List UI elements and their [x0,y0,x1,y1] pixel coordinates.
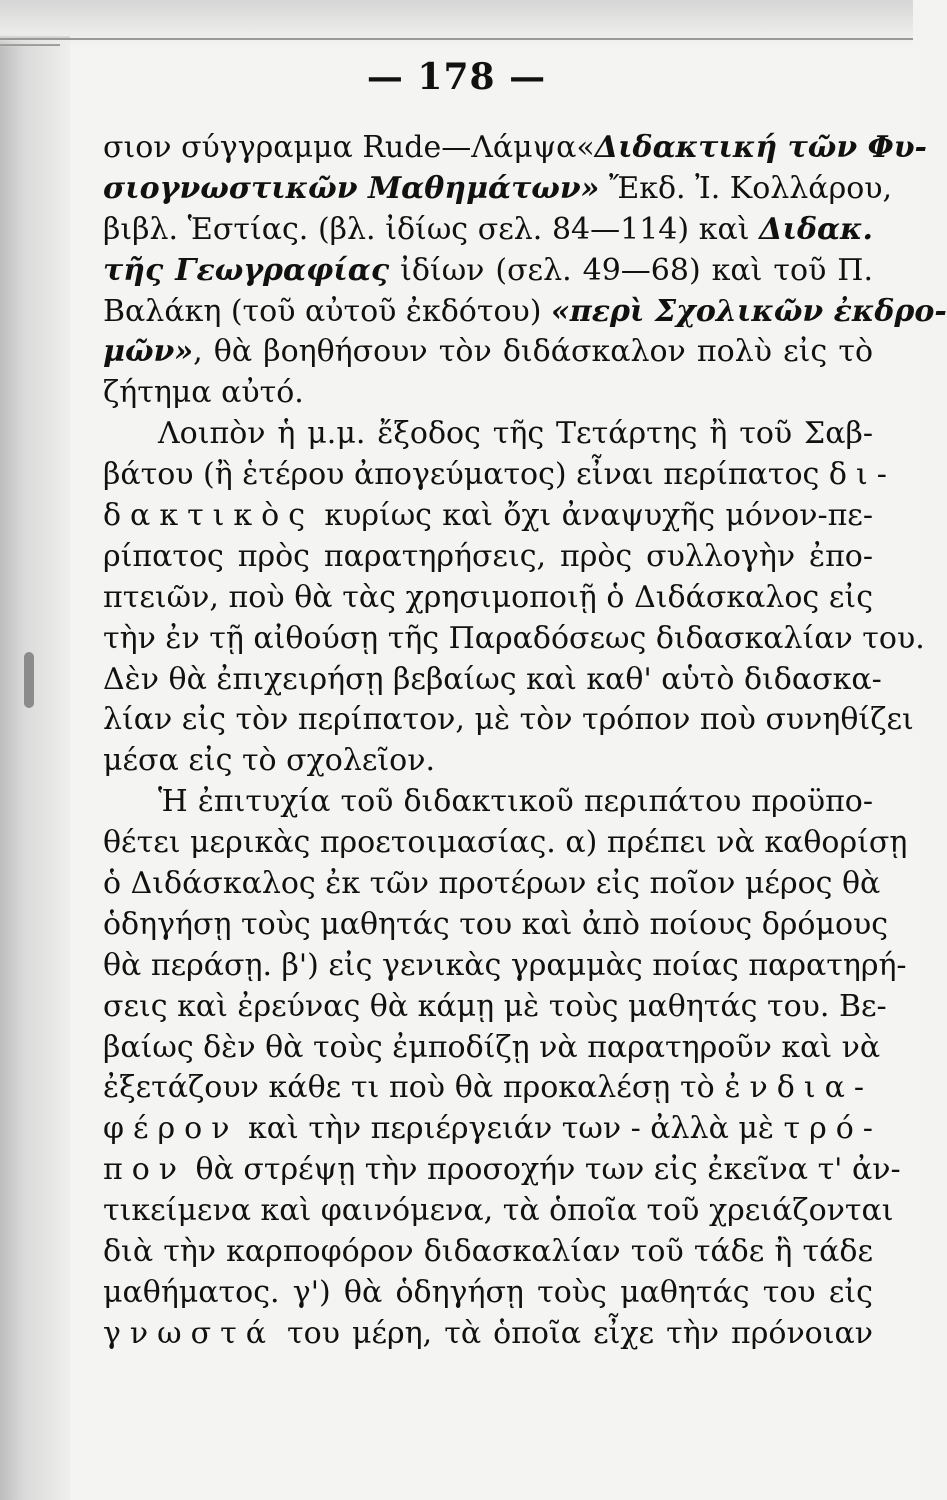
text-line [103,128,927,169]
page-top-shadow [0,0,913,48]
text-segment: τὴν ἐν τῇ αἰθούσῃ τῆς Παραδόσεως διδασκαλίαν του. [103,620,925,656]
text-segment: ζήτημα αὐτό. [103,375,304,411]
text-line [103,1314,873,1355]
text-segment: μέσα εἰς τὸ σχολεῖον. [103,743,436,779]
spaced-text: πον [103,1152,187,1188]
spaced-text: δι- [828,457,896,493]
text-segment: , θὰ βοηθήσουν τὸν διδάσκαλον πολὺ εἰς τὸ [193,334,873,370]
text-segment: ἐξετάζουν κάθε τι ποὺ θὰ προκαλέσῃ τὸ [103,1070,725,1106]
emphasized-text: «περὶ Σχολικῶν ἐκδρο- [551,293,947,329]
text-line [103,864,881,905]
text-line [103,537,873,578]
page-gutter-shadow [0,0,70,1500]
text-segment: του μέρη, τὰ ὁποῖα εἶχε τὴν πρόνοιαν [274,1315,873,1351]
text-segment: Δὲν θὰ ἐπιχειρήσῃ βεβαίως καὶ καθ' αὑτὸ διδασκα- [103,661,882,697]
text-line [103,332,873,373]
text-line [103,1191,894,1232]
emphasized-text: τῆς Γεωγραφίας [103,252,390,288]
text-line [103,1232,873,1273]
text-segment: Ἔκδ. Ἰ. Κολλάρου, [599,170,893,206]
text-line [103,373,873,414]
text-line [103,578,873,619]
text-segment: τικείμενα καὶ φαινόμενα, τὰ ὁποῖα τοῦ χρειάζονται [103,1193,894,1229]
text-segment: ὁδηγήσῃ τοὺς μαθητάς του καὶ ἀπὸ ποίους δρόμους [103,906,889,942]
text-line [103,1109,882,1150]
text-line [103,455,896,496]
text-segment: ὁ Διδάσκαλος ἐκ τῶν προτέρων εἰς ποῖον μέρος θὰ [103,866,881,902]
text-segment: θὰ περάσῃ. β') εἰς γενικὰς γραμμὰς ποίας παρατηρή- [103,947,907,983]
spaced-text: τρό- [783,1111,882,1147]
emphasized-text: Διδακ. [759,211,873,247]
text-segment: Λοιπὸν ἡ μ.μ. ἔξοδος τῆς Τετάρτης ἢ τοῦ Σαβ- [158,416,873,452]
text-segment: καὶ τὴν περιέργειάν των - ἀλλὰ μὲ [238,1111,784,1147]
text-line [103,741,873,782]
text-line [103,946,907,987]
page-top-rule [0,38,913,40]
text-segment: σιον σύγγραμμα Rude—Λάμψα« [103,130,595,165]
text-line [103,823,908,864]
text-segment: μαθήματος. γ') θὰ ὁδηγήσῃ τοὺς μαθητάς του εἰς [103,1274,873,1310]
text-segment: διὰ τὴν καρποφόρον διδασκαλίαν τοῦ τάδε ἢ τάδε [103,1234,873,1270]
emphasized-text: Διδακτική τῶν Φυ- [594,130,927,165]
text-segment: βιβλ. Ἑστίας. (βλ. ἰδίως σελ. 84—114) καὶ [103,211,760,247]
text-line [103,619,925,660]
text-segment: ρίπατος πρὸς παρατηρήσεις, πρὸς συλλογὴν ἐπο- [103,538,873,574]
emphasized-text: σιογνωστικῶν Μαθημάτων» [103,170,600,206]
text-line [103,1273,873,1314]
text-line [103,210,873,251]
emphasized-text: μῶν» [103,334,194,370]
spaced-text: φέρον [103,1111,239,1147]
text-line [103,1028,881,1069]
text-line [103,987,887,1028]
text-segment: Ἡ ἐπιτυχία τοῦ διδακτικοῦ περιπάτου προϋπο- [158,784,873,820]
text-line [103,905,889,946]
text-line [103,782,873,823]
text-line [103,169,893,210]
text-line [103,1150,901,1191]
text-line [103,496,873,537]
text-segment: βαίως δὲν θὰ τοὺς ἐμποδίζῃ νὰ παρατηροῦν καὶ νὰ [103,1029,881,1065]
text-segment: σεις καὶ ἐρεύνας θὰ κάμῃ μὲ τοὺς μαθητάς του. Βε- [103,988,887,1024]
body-text [103,128,947,1355]
text-segment: ἰδίων (σελ. 49—68) καὶ τοῦ Π. [389,252,873,288]
text-line [103,251,873,292]
text-segment: πτειῶν, ποὺ θὰ τὰς χρησιμοποιῇ ὁ Διδάσκαλος εἰς [103,579,873,615]
text-line [103,700,914,741]
text-segment: βάτου (ἢ ἑτέρου ἀπογεύματος) εἶναι περίπατος [103,457,829,493]
text-line [103,414,873,455]
text-line [103,292,947,333]
ink-blot [24,652,34,708]
text-line [103,660,882,701]
spaced-text: ἐνδια- [724,1070,873,1106]
text-segment: θέτει μερικὰς προετοιμασίας. α) πρέπει νὰ καθορίσῃ [103,825,908,861]
text-segment: Βαλάκη (τοῦ αὐτοῦ ἐκδότου) [103,293,552,329]
spaced-text: γνωστά [103,1315,275,1351]
text-segment: λίαν εἰς τὸν περίπατον, μὲ τὸν τρόπον ποὺ συνηθίζει [103,702,914,738]
text-segment: θὰ στρέψῃ τὴν προσοχήν των εἰς ἐκεῖνα τ' ἀν- [186,1152,901,1188]
text-segment: κυρίως καὶ ὄχι ἀναψυχῆς μόνον-πε- [314,498,873,534]
spaced-text: δακτικὸς [103,498,315,534]
page-number: — 178 — [366,56,547,98]
text-line [103,1068,873,1109]
